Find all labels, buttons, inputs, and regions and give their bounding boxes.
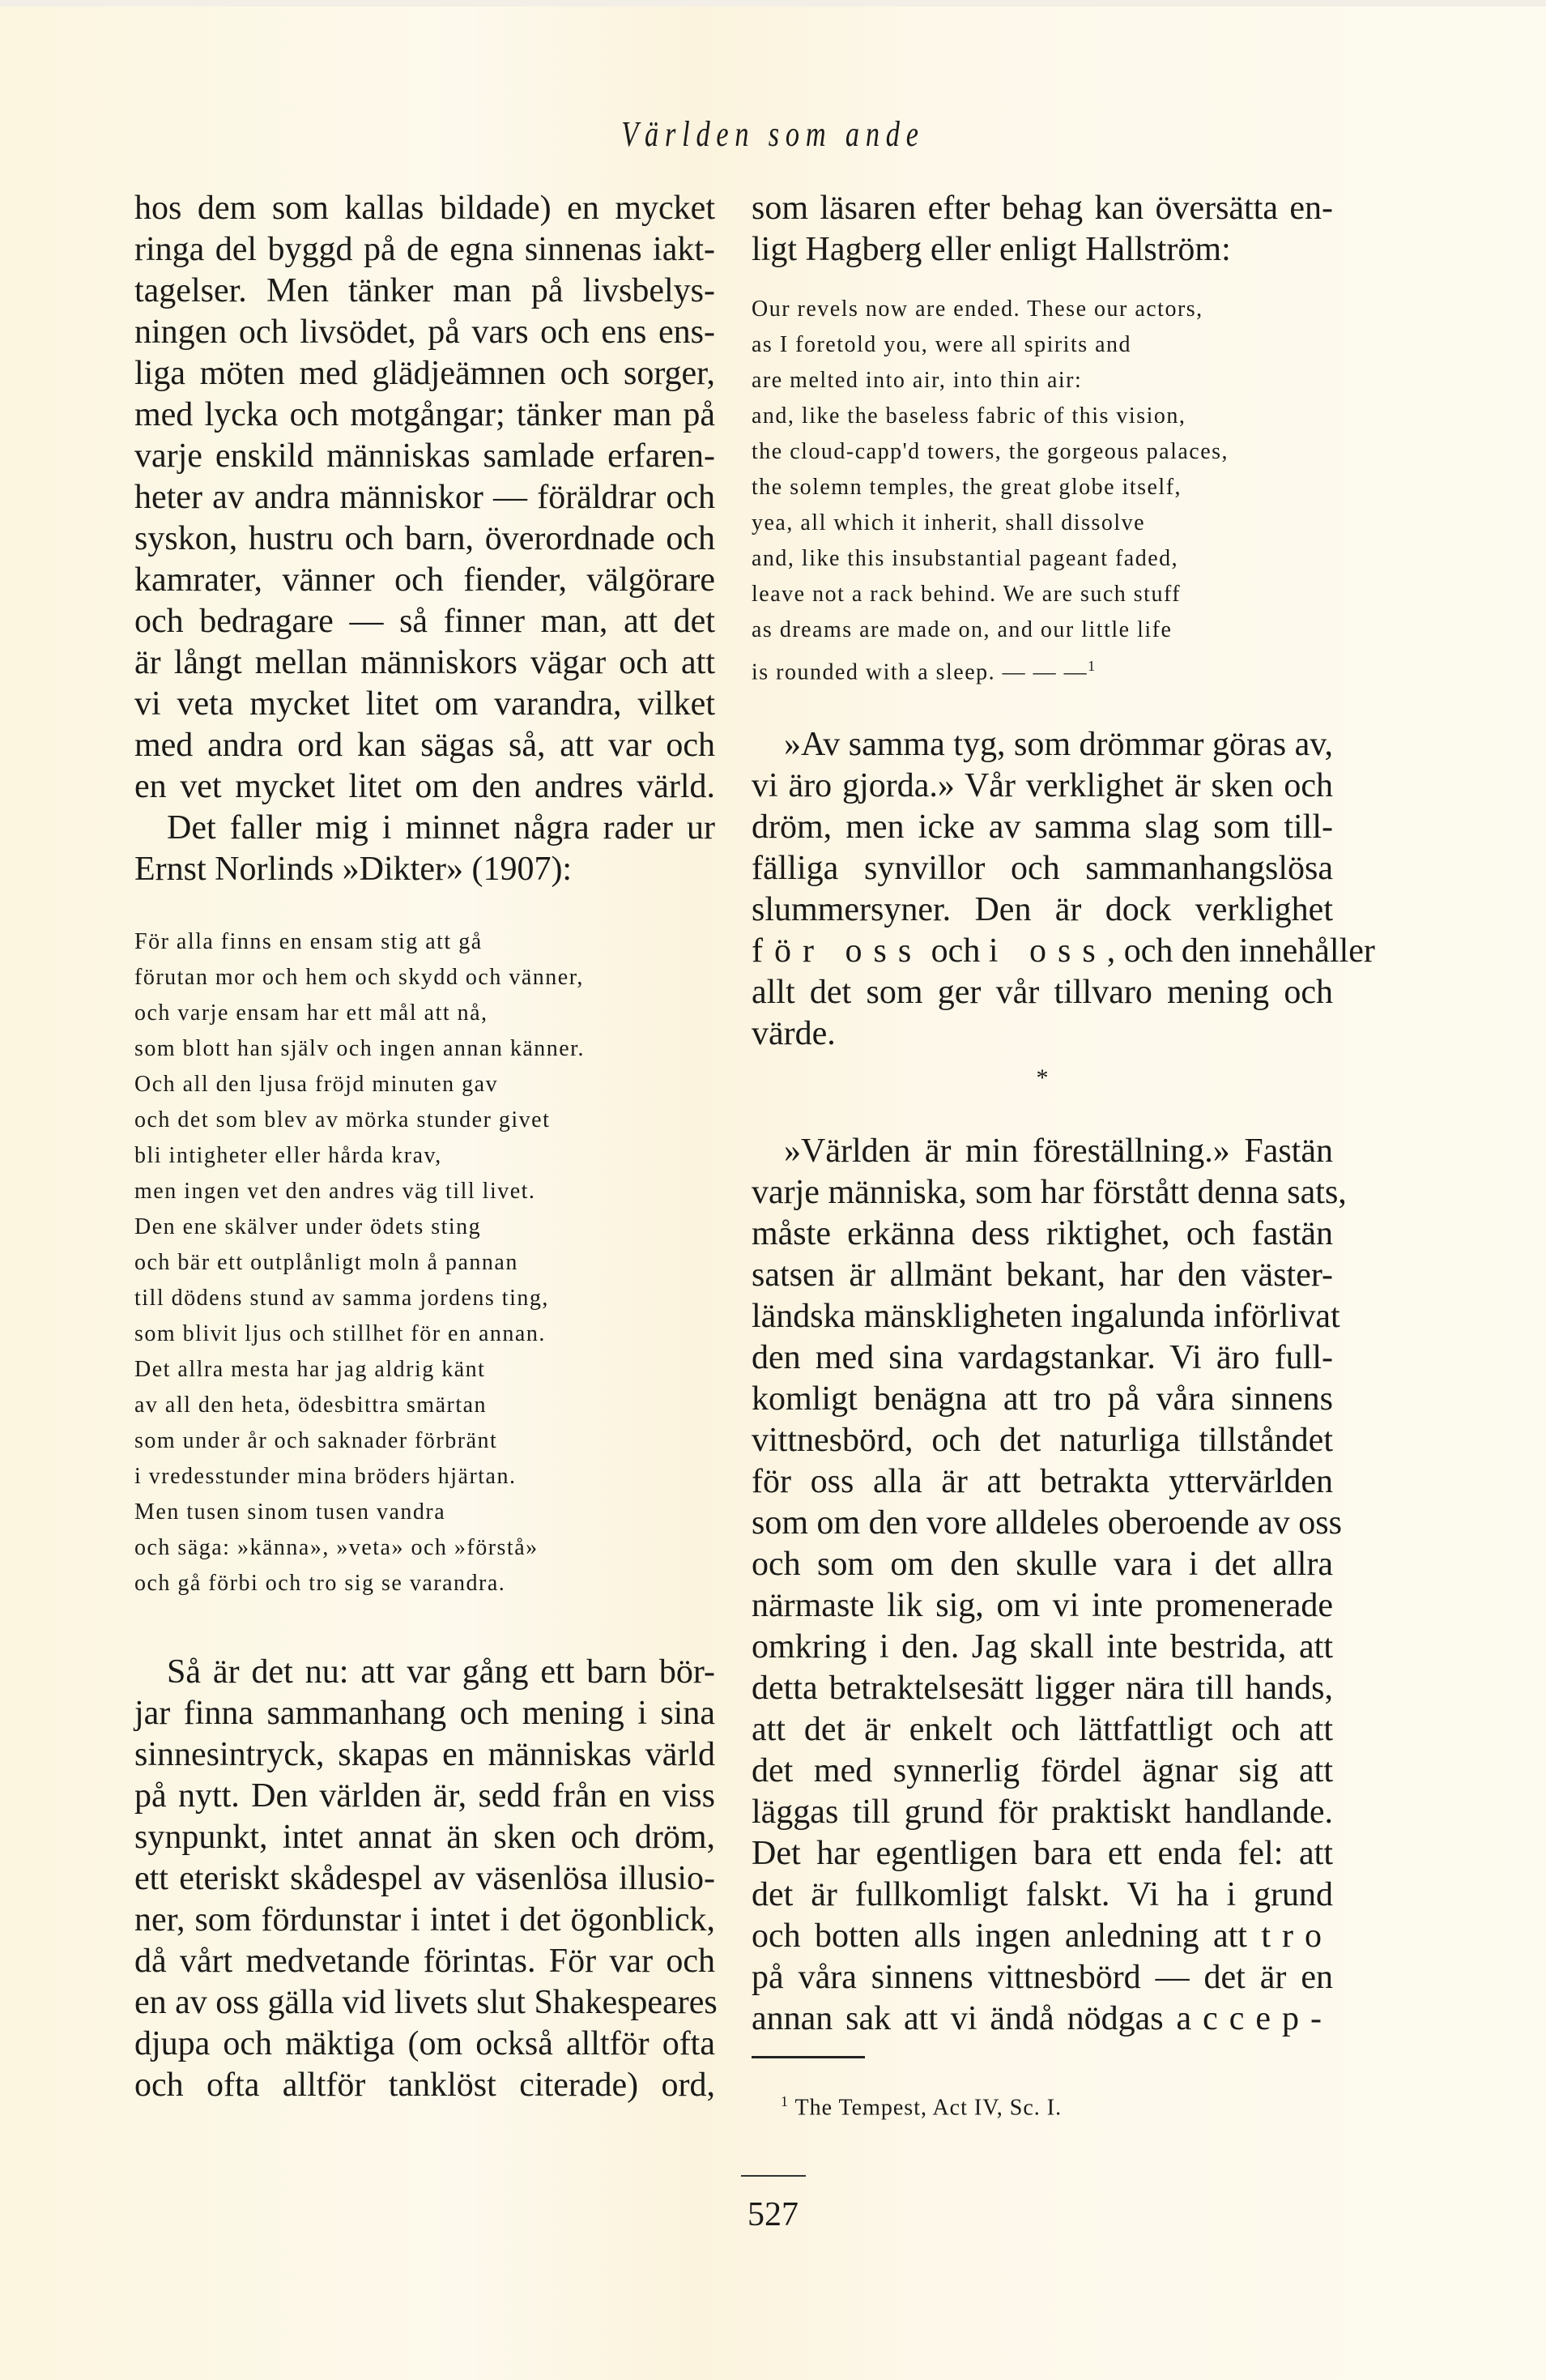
text-line: som läsaren efter behag kan översätta en- bbox=[752, 190, 1333, 227]
footnote-divider bbox=[752, 2056, 865, 2058]
poem-line: förutan mor och hem och skydd och vänner, bbox=[134, 965, 584, 990]
text-line: ningen och livsödet, på vars och ens ens- bbox=[134, 313, 715, 351]
quote-line bbox=[752, 648, 1333, 684]
text-line: Det faller mig i minnet några rader ur bbox=[167, 809, 715, 847]
poem-line: i vredesstunder mina bröders hjärtan. bbox=[134, 1464, 517, 1489]
text-line: hos dem som kallas bildade) en mycket bbox=[134, 190, 715, 227]
poem-line: Och all den ljusa fröjd minuten gav bbox=[134, 1072, 499, 1097]
poem-line: till dödens stund av samma jordens ting, bbox=[134, 1286, 549, 1311]
poem-line: Men tusen sinom tusen vandra bbox=[134, 1499, 446, 1525]
text-line: för oss alla är att betrakta yttervärlden bbox=[752, 1463, 1333, 1500]
text-line: heter av andra människor — föräldrar och bbox=[134, 479, 715, 516]
quote-line: are melted into air, into thin air: bbox=[752, 368, 1083, 393]
text-line: jar finna sammanhang och mening i sina bbox=[134, 1695, 715, 1732]
text-line: satsen är allmänt bekant, har den väster- bbox=[752, 1256, 1333, 1294]
quote-line: Our revels now are ended. These our actors, bbox=[752, 296, 1203, 322]
text-line: syskon, hustru och barn, överordnade och bbox=[134, 520, 715, 557]
poem-line: men ingen vet den andres väg till livet. bbox=[134, 1179, 536, 1204]
shakespeare-quotation bbox=[752, 292, 1333, 684]
text-line: ett eteriskt skådespel av väsenlösa illusio- bbox=[134, 1860, 715, 1897]
text-line: är långt mellan människors vägar och att bbox=[134, 644, 715, 681]
quote-line: as dreams are made on, and our little life bbox=[752, 617, 1173, 642]
right-paragraph-1 bbox=[752, 188, 1333, 271]
text-line: en av oss gälla vid livets slut Shakespeares bbox=[134, 1984, 718, 2021]
text-line: ländska mänskligheten ingalunda införlivat bbox=[752, 1298, 1340, 1335]
section-separator-asterisk: * bbox=[1036, 1064, 1049, 1091]
text-line: detta betraktelsesätt ligger nära till hands, bbox=[752, 1670, 1333, 1707]
poem-line: och varje ensam har ett mål att nå, bbox=[134, 1000, 488, 1026]
text-line: läggas till grund för praktiskt handlande. bbox=[752, 1794, 1333, 1831]
text-line: komligt benägna att tro på våra sinnens bbox=[752, 1380, 1333, 1418]
quote-line: yea, all which it inherit, shall dissolve bbox=[752, 510, 1146, 535]
text-line: ligt Hagberg eller enligt Hallström: bbox=[752, 231, 1231, 268]
text-line: liga möten med glädjeämnen och sorger, bbox=[134, 355, 715, 392]
quote-line: the cloud-capp'd towers, the gorgeous palaces, bbox=[752, 439, 1229, 464]
text-line: och ofta alltför tanklöst citerade) ord, bbox=[134, 2067, 715, 2104]
text-line: på våra sinnens vittnesbörd — det är en bbox=[752, 1959, 1333, 1996]
text-fragment: och bbox=[922, 932, 989, 970]
text-line: som om den vore alldeles oberoende av oss bbox=[752, 1504, 1342, 1542]
text-line: och bedragare — så finner man, att det bbox=[134, 603, 715, 640]
quote-line: and, like the baseless fabric of this vision, bbox=[752, 403, 1186, 429]
page-number: 527 bbox=[747, 2196, 799, 2233]
text-line: Ernst Norlinds »Dikter» (1907): bbox=[134, 851, 573, 888]
poem-line: som blott han själv och ingen annan känner. bbox=[134, 1036, 585, 1061]
text-line: »Av samma tyg, som drömmar göras av, bbox=[784, 726, 1333, 763]
poem-line: För alla finns en ensam stig att gå bbox=[134, 929, 483, 954]
text-line: vi veta mycket litet om varandra, vilket bbox=[134, 685, 715, 723]
text-fragment: , och den innehåller bbox=[1106, 932, 1375, 970]
text-line: en vet mycket litet om den andres värld. bbox=[134, 768, 715, 805]
page-top-edge bbox=[0, 0, 1546, 6]
text-line: vittnesbörd, och det naturliga tillståndet bbox=[752, 1422, 1333, 1459]
poem-line: bli intigheter eller hårda krav, bbox=[134, 1143, 442, 1168]
poem-line: av all den heta, ödesbittra smärtan bbox=[134, 1393, 488, 1418]
text-line: omkring i den. Jag skall inte bestrida, att bbox=[752, 1628, 1333, 1666]
text-line: Det har egentligen bara ett enda fel: att bbox=[752, 1835, 1333, 1872]
poem-line: Det allra mesta har jag aldrig känt bbox=[134, 1357, 486, 1382]
spaced-emphasis: i oss bbox=[988, 932, 1107, 970]
left-paragraph-1 bbox=[134, 188, 715, 808]
footnote-reference[interactable]: 1 bbox=[1088, 658, 1097, 674]
quote-line: as I foretold you, were all spirits and bbox=[752, 332, 1132, 357]
text-line: slummersyner. Den är dock verklighet bbox=[752, 891, 1333, 928]
spaced-emphasis: tro bbox=[1261, 1917, 1333, 1955]
text-line: på nytt. Den världen är, sedd från en viss bbox=[134, 1777, 715, 1815]
text-line bbox=[752, 931, 1375, 972]
footnote-text: The Tempest, Act IV, Sc. I. bbox=[794, 2095, 1063, 2121]
text-line: synpunkt, intet annat än sken och dröm, bbox=[134, 1819, 715, 1856]
text-line: tagelser. Men tänker man på livsbelys- bbox=[134, 272, 715, 309]
poem-line: och säga: »känna», »veta» och »förstå» bbox=[134, 1535, 539, 1560]
right-paragraph-3 bbox=[752, 1131, 1347, 2040]
text-line: värde. bbox=[752, 1015, 836, 1052]
footnote-marker: 1 bbox=[781, 2093, 789, 2109]
text-line: djupa och mäktiga (om också alltför ofta bbox=[134, 2025, 715, 2062]
text-line: då vårt medvetande förintas. För var och bbox=[134, 1943, 715, 1980]
text-line: vi äro gjorda.» Vår verklighet är sken och bbox=[752, 767, 1333, 804]
text-fragment: och botten alls ingen anledning att bbox=[752, 1917, 1262, 1955]
poem-line: och det som blev av mörka stunder givet bbox=[134, 1107, 551, 1132]
text-line: med andra ord kan sägas så, att var och bbox=[134, 727, 715, 764]
quote-line-text: is rounded with a sleep. — — — bbox=[752, 659, 1088, 685]
text-line: det är fullkomligt falskt. Vi ha i grund bbox=[752, 1876, 1333, 1913]
text-line bbox=[752, 1998, 1333, 2040]
page-number-rule bbox=[741, 2175, 806, 2177]
quote-line: the solemn temples, the great globe itself, bbox=[752, 475, 1182, 500]
text-line: måste erkänna dess riktighet, och fastän bbox=[752, 1215, 1333, 1252]
poem-line: som under år och saknader förbränt bbox=[134, 1428, 498, 1453]
spaced-emphasis: för oss bbox=[752, 932, 923, 970]
text-fragment: annan sak att vi ändå nödgas bbox=[752, 2000, 1177, 2037]
running-head: Världen som ande bbox=[621, 114, 925, 154]
right-column bbox=[752, 188, 1375, 2128]
poem-line: och gå förbi och tro sig se varandra. bbox=[134, 1571, 506, 1596]
poem-line: som blivit ljus och stillhet för en annan. bbox=[134, 1321, 546, 1346]
quote-line: leave not a rack behind. We are such stuff bbox=[752, 582, 1182, 607]
text-line: varje enskild människas samlade erfaren- bbox=[134, 437, 715, 475]
text-line: närmaste lik sig, om vi inte promenerade bbox=[752, 1587, 1333, 1624]
left-paragraph-2 bbox=[134, 808, 715, 890]
text-line: »Världen är min föreställning.» Fastän bbox=[784, 1132, 1333, 1170]
poem-quotation bbox=[134, 924, 715, 1602]
text-line: det med synnerlig fördel ägnar sig att bbox=[752, 1752, 1333, 1789]
text-line: den med sina vardagstankar. Vi äro full- bbox=[752, 1339, 1333, 1376]
left-column bbox=[134, 188, 718, 2106]
spaced-emphasis: accep- bbox=[1176, 2000, 1333, 2037]
left-paragraph-3 bbox=[134, 1652, 718, 2106]
text-line: allt det som ger vår tillvaro mening och bbox=[752, 974, 1333, 1011]
text-line: ner, som fördunstar i intet i det ögonblick, bbox=[134, 1901, 715, 1939]
right-paragraph-2 bbox=[752, 724, 1375, 1055]
text-line: ringa del byggd på de egna sinnenas iakt- bbox=[134, 231, 715, 268]
text-line: varje människa, som har förstått denna sats, bbox=[752, 1174, 1347, 1211]
text-line: fälliga synvillor och sammanhangslösa bbox=[752, 850, 1333, 887]
poem-line: Den ene skälver under ödets sting bbox=[134, 1214, 482, 1239]
text-line: att det är enkelt och lättfattligt och att bbox=[752, 1711, 1333, 1748]
text-line bbox=[752, 1916, 1333, 1957]
poem-line: och bär ett outplånligt moln å pannan bbox=[134, 1250, 518, 1275]
text-line: dröm, men icke av samma slag som till- bbox=[752, 808, 1333, 846]
text-line: Så är det nu: att var gång ett barn bör- bbox=[167, 1653, 715, 1691]
text-line: med lycka och motgångar; tänker man på bbox=[134, 396, 715, 433]
footnote bbox=[752, 2081, 1333, 2128]
text-line: sinnesintryck, skapas en människas värld bbox=[134, 1736, 715, 1773]
text-line: kamrater, vänner och fiender, välgörare bbox=[134, 561, 715, 599]
quote-line: and, like this insubstantial pageant faded, bbox=[752, 546, 1179, 571]
text-line: och som om den skulle vara i det allra bbox=[752, 1546, 1333, 1583]
